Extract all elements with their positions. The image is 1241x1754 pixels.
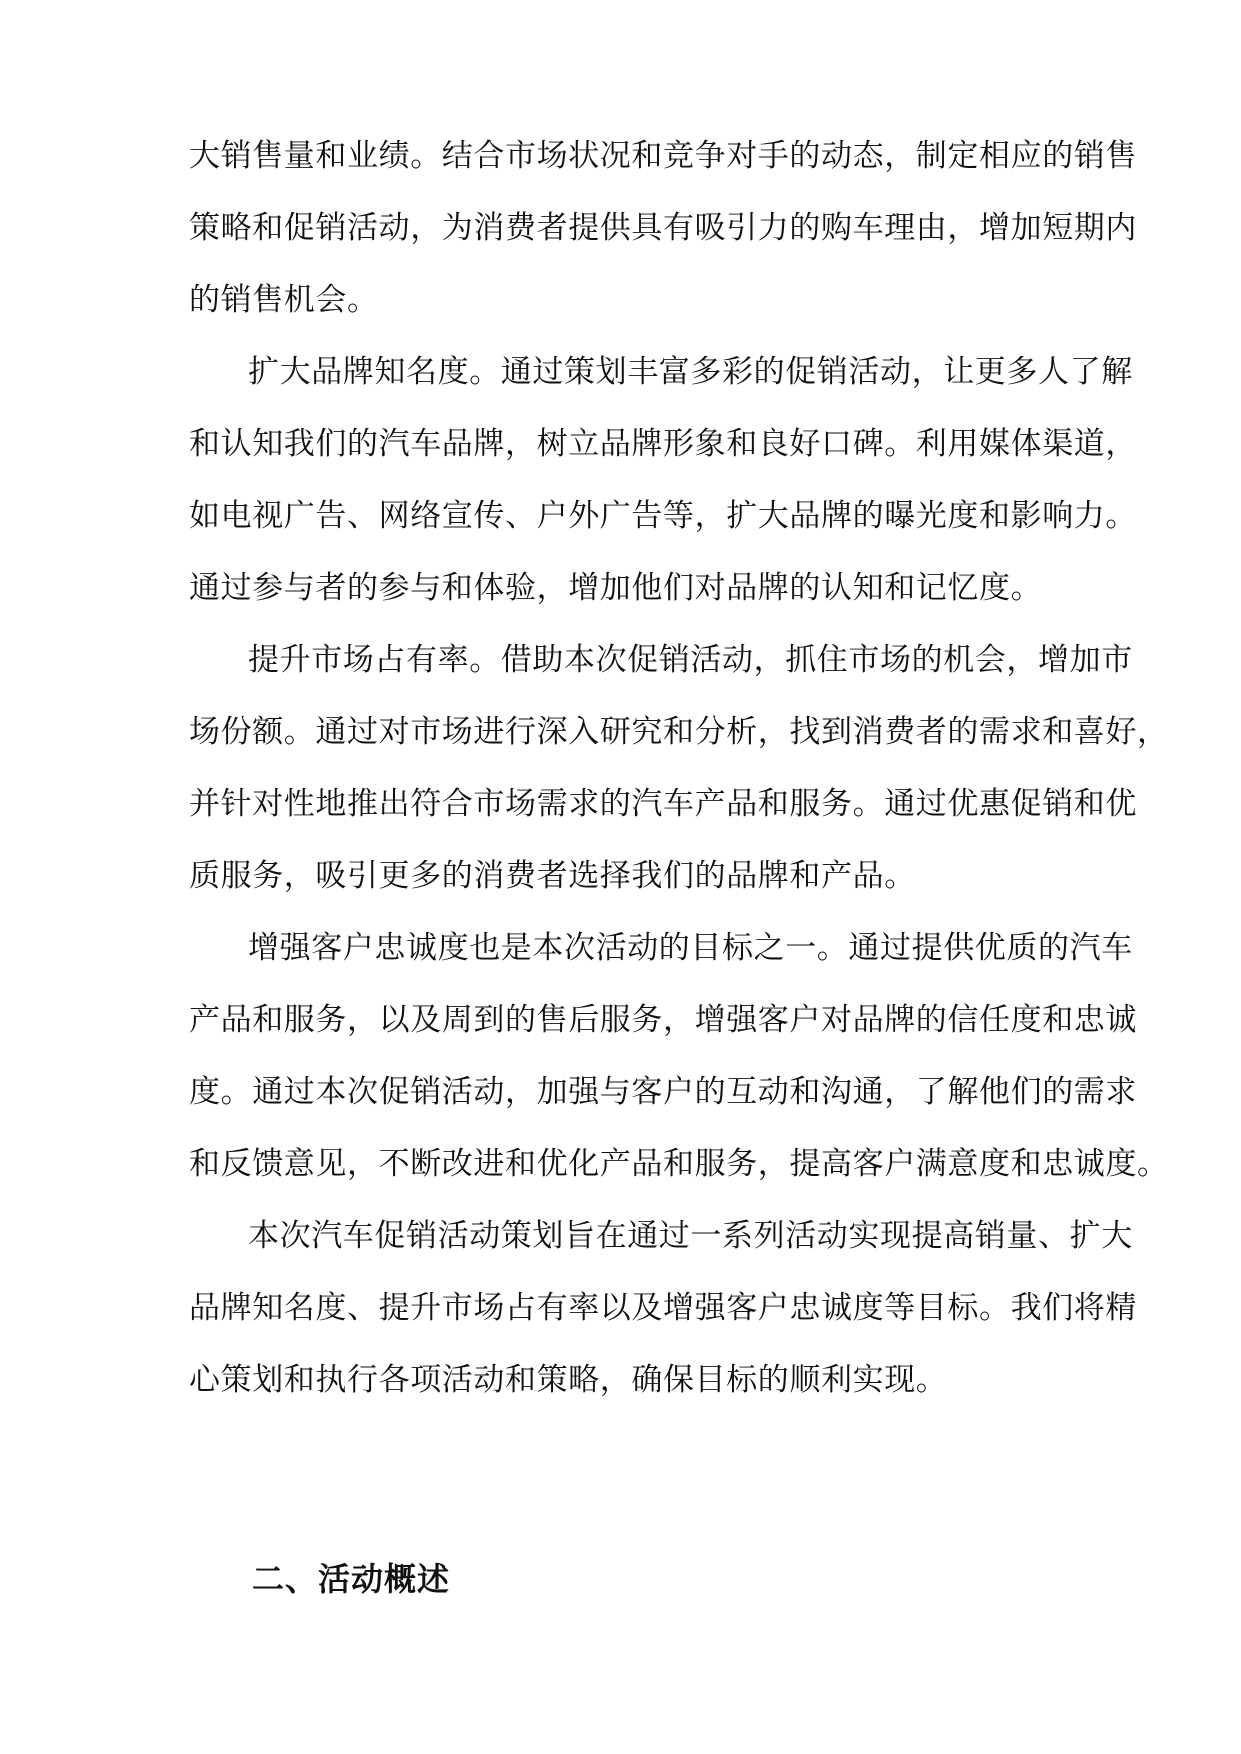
paragraph-5-line-3: 心策划和执行各项活动和策略，确保目标的顺利实现。 xyxy=(189,1362,948,1398)
paragraph-2-line-2: 和认知我们的汽车品牌，树立品牌形象和良好口碑。利用媒体渠道， xyxy=(189,426,1137,462)
paragraph-3-line-2: 场份额。通过对市场进行深入研究和分析，找到消费者的需求和喜好， xyxy=(189,714,1169,750)
paragraph-3-line-3: 并针对性地推出符合市场需求的汽车产品和服务。通过优惠促销和优 xyxy=(189,786,1137,822)
paragraph-5-line-2: 品牌知名度、提升市场占有率以及增强客户忠诚度等目标。我们将精 xyxy=(189,1290,1137,1326)
section-heading: 二、活动概述 xyxy=(252,1560,451,1598)
paragraph-3-line-1: 提升市场占有率。借助本次促销活动，抓住市场的机会，增加市 xyxy=(248,642,1133,678)
paragraph-4-line-4: 和反馈意见，不断改进和优化产品和服务，提高客户满意度和忠诚度。 xyxy=(189,1146,1169,1182)
paragraph-4-line-1: 增强客户忠诚度也是本次活动的目标之一。通过提供优质的汽车 xyxy=(248,930,1133,966)
paragraph-2-line-1: 扩大品牌知名度。通过策划丰富多彩的促销活动，让更多人了解 xyxy=(248,354,1133,390)
paragraph-3-line-4: 质服务，吸引更多的消费者选择我们的品牌和产品。 xyxy=(189,858,916,894)
paragraph-4-line-2: 产品和服务，以及周到的售后服务，增强客户对品牌的信任度和忠诚 xyxy=(189,1002,1137,1038)
paragraph-1-line-3: 的销售机会。 xyxy=(189,282,379,318)
paragraph-1-line-1: 大销售量和业绩。结合市场状况和竞争对手的动态，制定相应的销售 xyxy=(189,138,1137,174)
paragraph-5-line-1: 本次汽车促销活动策划旨在通过一系列活动实现提高销量、扩大 xyxy=(248,1218,1133,1254)
paragraph-2-line-3: 如电视广告、网络宣传、户外广告等，扩大品牌的曝光度和影响力。 xyxy=(189,498,1137,534)
paragraph-4-line-3: 度。通过本次促销活动，加强与客户的互动和沟通，了解他们的需求 xyxy=(189,1074,1137,1110)
paragraph-2-line-4: 通过参与者的参与和体验，增加他们对品牌的认知和记忆度。 xyxy=(189,570,1043,606)
paragraph-1-line-2: 策略和促销活动，为消费者提供具有吸引力的购车理由，增加短期内 xyxy=(189,210,1137,246)
